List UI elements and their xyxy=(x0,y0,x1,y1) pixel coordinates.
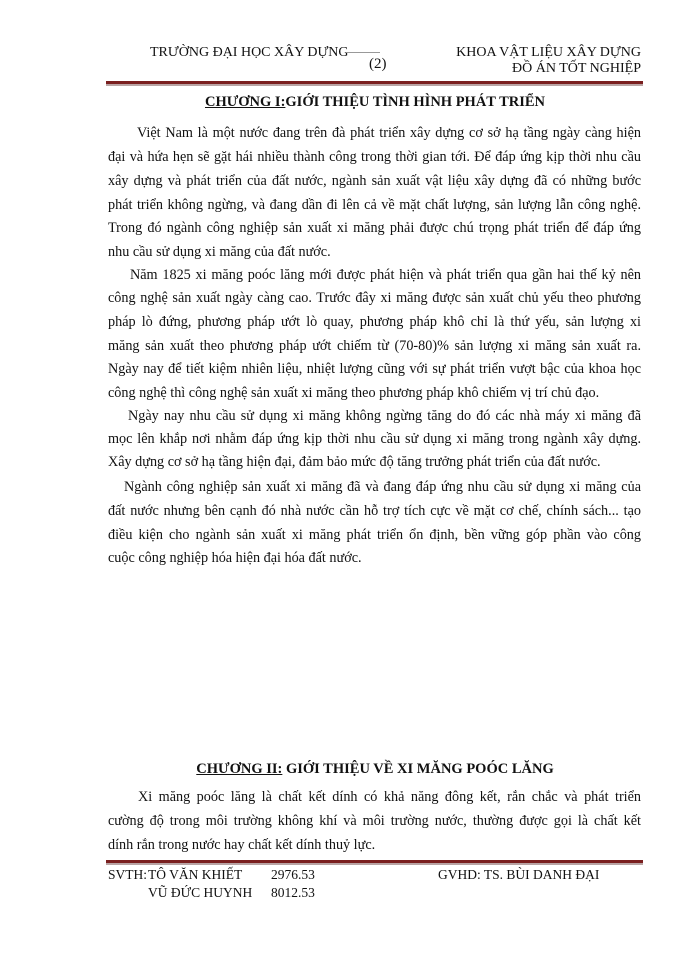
page-number: (2) xyxy=(369,56,387,72)
chapter1-label: CHƯƠNG I: xyxy=(204,94,286,110)
chapter1-heading xyxy=(0,94,700,111)
student1-id: 2976.53 xyxy=(271,867,315,882)
paragraph-line: dính rắn trong nước hay chất kết dính thuỷ lực. xyxy=(108,837,376,853)
paragraph-line: Năm 1825 xi măng poóc lăng mới được phát hiện và phát triển qua gần hai thế kỷ nên xyxy=(130,267,641,283)
header-project: ĐỒ ÁN TỐT NGHIỆP xyxy=(512,61,641,76)
paragraph-line: Việt Nam là một nước đang trên đà phát triển xây dựng cơ sở hạ tầng ngày càng hiện xyxy=(137,125,641,141)
paragraph-line: Xây dựng cơ sở hạ tầng hiện đại, đảm bảo mức độ tăng trưởng phát triển của đất nước. xyxy=(108,454,601,470)
student2-name: VŨ ĐỨC HUYNH xyxy=(148,885,253,900)
chapter2-title: GIỚI THIỆU VỀ XI MĂNG POÓC LĂNG xyxy=(282,761,554,777)
chapter2-heading xyxy=(0,761,700,778)
paragraph-line: Ngày nay nhu cầu sử dụng xi măng không ngừng tăng do đó các nhà máy xi măng đã xyxy=(128,408,641,424)
paragraph-line: Ngành công nghiệp sản xuất xi măng đã và đang đáp ứng nhu cầu sử dụng xi măng của xyxy=(124,479,641,495)
svth-label: SVTH: xyxy=(108,867,148,882)
footer-rule xyxy=(106,860,643,865)
paragraph-line: đất nước nhưng bên cạnh đó nhà nước cần hỗ trợ tích cực về mặt cơ chế, chính sách... tạo xyxy=(108,503,641,519)
paragraph-line: công nghệ sản xuất ngày càng cao. Trước đây xi măng được sản xuất chủ yếu theo phương xyxy=(108,290,641,306)
header-university: TRƯỜNG ĐẠI HỌC XÂY DỰNG xyxy=(150,45,349,60)
supervisor: GVHD: TS. BÙI DANH ĐẠI xyxy=(438,867,600,882)
header-page-line xyxy=(346,52,380,53)
paragraph-line: mọc lên khắp nơi nhằm đáp ứng kịp thời nhu cầu sử dụng xi măng trong ngành xây dựng. xyxy=(108,431,641,447)
paragraph-line: Xi măng poóc lăng là chất kết dính có khả năng đông kết, rắn chắc và phát triển xyxy=(138,789,641,805)
paragraph-line: đại và hứa hẹn sẽ gặt hái nhiều thành công trong thời gian tới. Để đáp ứng kịp thời nhu cầu xyxy=(108,149,641,165)
paragraph-line: phát triển không ngừng, và đang dần đi lên cả về mặt chất lượng, sản lượng lẫn công nghệ. xyxy=(108,197,641,213)
student2-id: 8012.53 xyxy=(271,885,315,900)
student1-name: TÔ VĂN KHIẾT xyxy=(148,867,243,882)
paragraph-line: pháp lò đứng, phương pháp ướt lò quay, phương pháp khô chỉ là thứ yếu, sản lượng xi xyxy=(108,314,641,330)
paragraph-line: măng sản xuất theo phương pháp ướt chiếm từ (70-80)% sản lượng xi măng sản xuất ra. xyxy=(108,338,641,354)
paragraph-line: điều kiện cho ngành sản xuất xi măng phát triển ổn định, bền vững góp phần vào công xyxy=(108,527,641,543)
paragraph-line: Trong đó ngành công nghiệp sản xuất xi măng phải được chú trọng phát triển để đáp ứng xyxy=(108,220,641,236)
chapter1-title: GIỚI THIỆU TÌNH HÌNH PHÁT TRIỂN xyxy=(285,94,546,110)
header-faculty: KHOA VẬT LIỆU XÂY DỰNG xyxy=(456,45,641,60)
paragraph-line: cuộc công nghiệp hóa hiện đại hóa đất nước. xyxy=(108,550,362,566)
paragraph-line: cường độ trong môi trường không khí và môi trường nước, thường được gọi là chất kết xyxy=(108,813,641,829)
chapter2-label: CHƯƠNG II: xyxy=(196,761,283,777)
header-rule xyxy=(106,81,643,86)
paragraph-line: Ngày nay để tiết kiệm nhiên liệu, nhiệt lượng cũng với sự phát triển vượt bậc của khoa học xyxy=(108,361,641,377)
paragraph-line: công nghệ thì công nghệ sản xuất xi măng theo phương pháp khô chiếm vị trí chủ đạo. xyxy=(108,385,600,401)
paragraph-line: xây dựng và phát triển của đất nước, ngành sản xuất vật liệu xây dựng đã có những bước xyxy=(108,173,641,189)
paragraph-line: nhu cầu sử dụng xi măng của đất nước. xyxy=(108,244,331,260)
